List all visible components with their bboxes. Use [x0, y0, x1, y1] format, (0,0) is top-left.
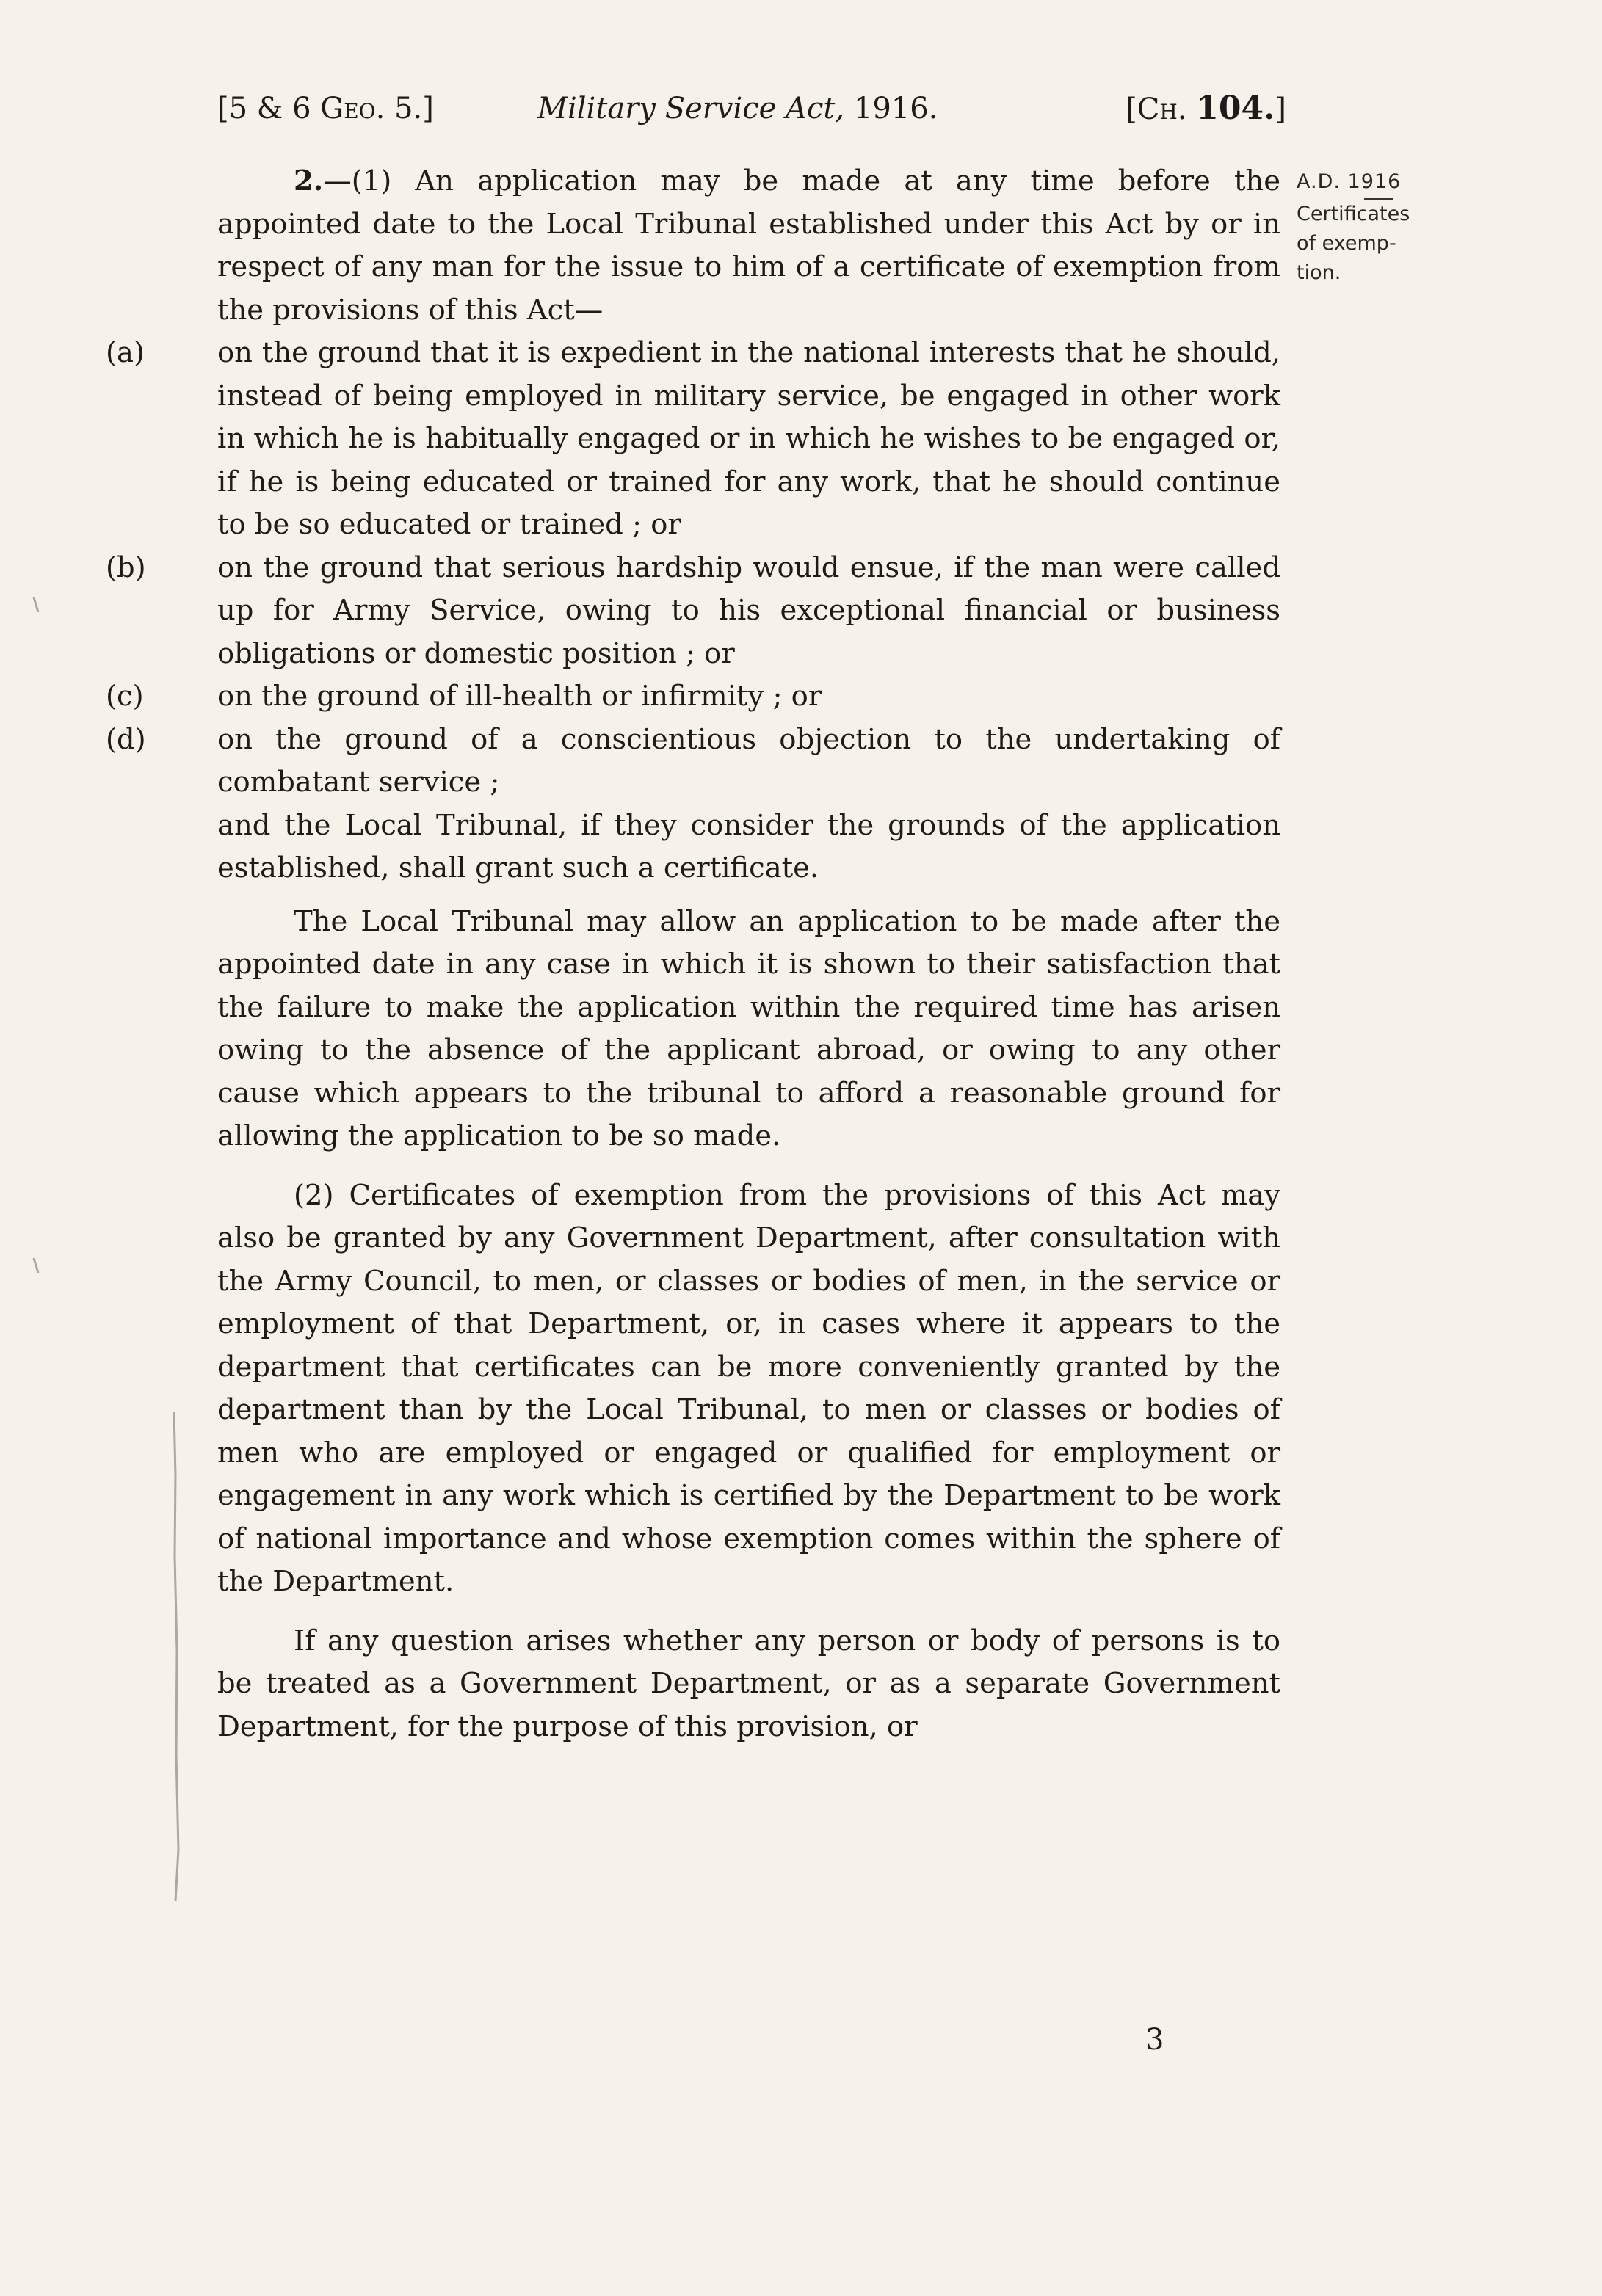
section-number: 2. — [294, 164, 324, 197]
running-header — [217, 87, 1286, 131]
clause-label: (c) — [106, 680, 144, 713]
clause-c — [106, 675, 1280, 719]
chapter-close-bracket: ] — [1275, 92, 1286, 126]
chapter-number: 104. — [1196, 90, 1275, 127]
clause-text: on the ground of a conscientious objection to the undertaking of combatant service ; — [217, 722, 1280, 799]
marginal-note — [1297, 167, 1458, 288]
clause-label: (d) — [106, 722, 146, 756]
paragraph-government-department: If any question arises whether any person or body of persons is to be treated as a Government Department, or as a separate Government Department, for the purpose of this provision, or — [217, 1624, 1280, 1743]
pencil-tick-mark — [29, 1255, 44, 1277]
clause-label: (a) — [106, 336, 145, 369]
section-intro-text: —(1) An application may be made at any time before the appointed date to the Local Tribunal established under this Act by or in respect of any man for the issue to him of a certificate of exemption from the provisions of this Act— — [217, 164, 1280, 327]
chapter-open-bracket: [ — [1126, 92, 1137, 126]
header-reign: Geo. — [320, 92, 385, 126]
clause-text: on the ground of ill-health or infirmity ; or — [217, 680, 822, 713]
act-title: Military Service Act, — [537, 92, 845, 126]
clause-b — [106, 547, 1280, 676]
header-title — [537, 87, 938, 131]
margin-year: A.D. 1916 — [1297, 170, 1402, 193]
header-chapter — [1126, 87, 1286, 131]
subsection-2: (2) Certificates of exemption from the provisions of this Act may also be granted by any Government Department, after consultation with the Army Council, to men, or classes or bodies of men, in the service or employment of that Department, or, in cases where it appears to the department that certificates can be more conveniently granted by the department than by the Local Tribunal, to men or classes or bodies of men who are employed or engaged or qualified for employment or engagement in any work which is certified by the Department to be work of national importance and whose exemption comes within the sphere of the Department. — [217, 1178, 1280, 1598]
clause-label: (b) — [106, 551, 146, 584]
section-intro — [217, 160, 1280, 332]
header-session — [217, 87, 434, 131]
header-session-end: 5.] — [394, 92, 434, 126]
header-session-year: [5 & 6 — [217, 92, 311, 126]
closing-sentence: and the Local Tribunal, if they consider the grounds of the application established, shall grant such a certificate. — [217, 808, 1280, 884]
clause-text: on the ground that it is expedient in the national interests that he should, instead of being employed in military service, be engaged in other work in which he is habitually engaged or in which he wishes to be engaged or, if he is being educated or trained for any work, that he should continue to be so educated or trained ; or — [217, 336, 1280, 541]
clause-d — [106, 719, 1280, 804]
clause-a — [106, 332, 1280, 547]
page-number: 3 — [1145, 2023, 1164, 2057]
act-year: 1916. — [853, 92, 938, 126]
margin-heading-line: of exemp- — [1297, 232, 1396, 255]
margin-heading-line: Certificates — [1297, 203, 1410, 225]
clause-text: on the ground that serious hardship would ensue, if the man were called up for Army Service, owing to his exceptional financial or business obligations or domestic position ; or — [217, 551, 1280, 670]
pencil-margin-line — [165, 1409, 195, 1908]
section-body — [106, 160, 1280, 1748]
paragraph-late-application: The Local Tribunal may allow an application to be made after the appointed date in any case in which it is shown to their satisfaction that the failure to make the application within the required time has arisen owing to the absence of the applicant abroad, or owing to any other cause which appears to the tribunal to afford a reasonable ground for allowing the application to be so made. — [217, 904, 1280, 1152]
margin-heading-line: tion. — [1297, 261, 1341, 284]
chapter-label: Ch. — [1137, 92, 1187, 126]
pencil-tick-mark — [29, 595, 44, 617]
